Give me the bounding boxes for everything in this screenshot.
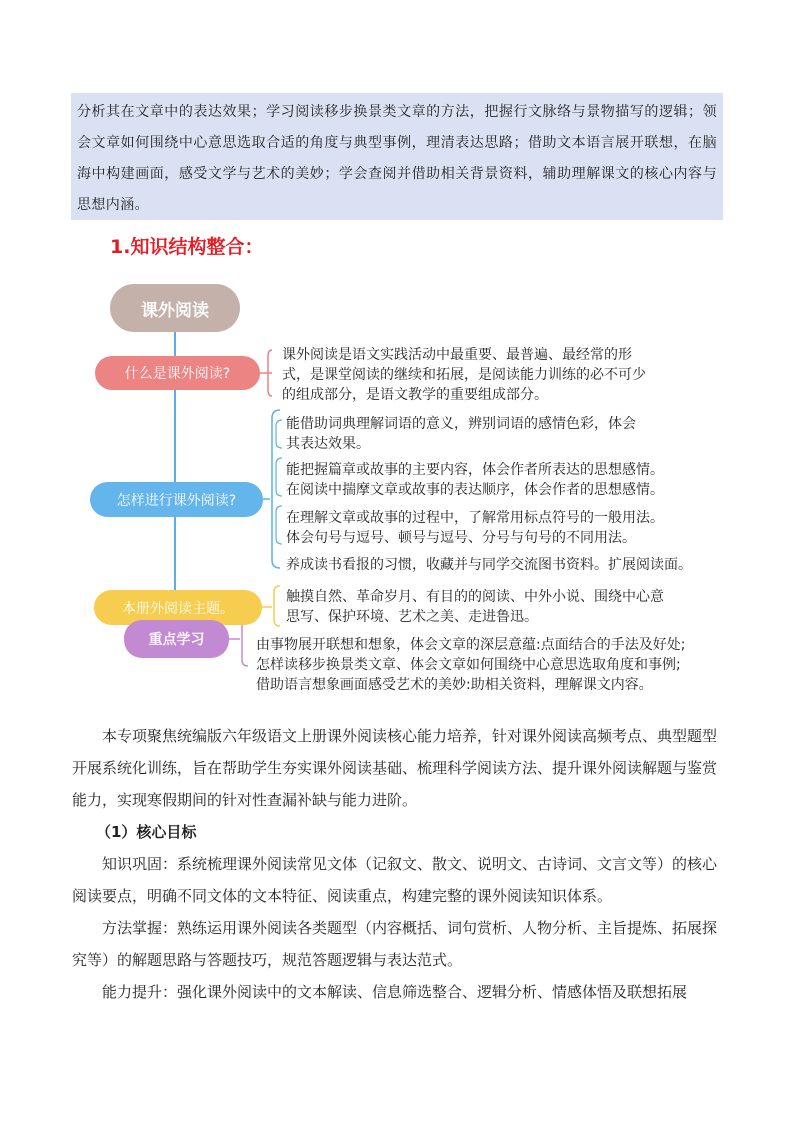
what-line-3: 的组成部分，是语文教学的重要组成部分。 (282, 387, 548, 403)
core-goal-heading: （1）核心目标 (96, 823, 197, 841)
root-node: 课外阅读 (110, 284, 240, 332)
focus-line-3: 借助语言想象画面感受艺术的美妙:助相关资料，理解课文内容。 (256, 677, 653, 693)
node-what-is-reading: 什么是课外阅读? (95, 356, 260, 390)
how-line-4: 在阅读中揣摩文章或故事的表达顺序，体会作者的思想感情。 (286, 482, 664, 498)
theme-line-2: 思写、保护环境、艺术之美、走进鲁迅。 (286, 609, 538, 625)
body-paragraph-3: 方法掌握：熟练运用课外阅读各类题型（内容概括、词句赏析、人物分析、主旨提炼、拓展探究等）的解题思路与答题技巧，规范答题逻辑与表达范式。 (72, 919, 718, 969)
how-line-3: 能把握篇章或故事的主要内容，体会作者所表达的思想感情。 (286, 462, 664, 478)
knowledge-mindmap (0, 270, 794, 700)
section-title: 1.知识结构整合： (110, 236, 264, 258)
what-line-2: 式，是课堂阅读的继续和拓展，是阅读能力训练的必不可少 (282, 367, 646, 383)
body-paragraph-2: 知识巩固：系统梳理课外阅读常见文体（记叙文、散文、说明文、古诗词、文言文等）的核心阅读要点，明确不同文体的文本特征、阅读重点，构建完整的课外阅读知识体系。 (72, 855, 718, 905)
body-paragraph-1: 本专项聚焦统编版六年级语文上册课外阅读核心能力培养，针对课外阅读高频考点、典型题型开展系统化训练，旨在帮助学生夯实课外阅读基础、梳理科学阅读方法、提升课外阅读解题与鉴赏能力，实现寒假期间的针对性查漏补缺与能力进阶。 (72, 727, 718, 809)
what-line-1: 课外阅读是语文实践活动中最重要、最普遍、最经常的形 (282, 347, 632, 363)
node-how-to-read: 怎样进行课外阅读? (90, 482, 263, 517)
body-section (72, 720, 724, 1008)
how-line-1: 能借助词典理解词语的意义，辨别词语的感情色彩，体会 (286, 416, 636, 432)
body-paragraph-4: 能力提升：强化课外阅读中的文本解读、信息筛选整合、逻辑分析、情感体悟及联想拓展 (102, 983, 688, 1001)
theme-line-1: 触摸自然、革命岁月、有目的的阅读、中外小说、围绕中心意 (286, 589, 664, 605)
intro-text: 分析其在文章中的表达效果；学习阅读移步换景类文章的方法，把握行文脉络与景物描写的逻辑；领会文章如何围绕中心意思选取合适的角度与典型事例，理清表达思路；借助文本语言展开联想，在脑海中构建画面，感受文学与艺术的美妙；学会查阅并借助相关背景资料，辅助理解课文的核心内容与思想内涵。 (77, 104, 717, 213)
intro-box (71, 93, 723, 220)
how-line-7: 养成读书看报的习惯，收藏并与同学交流图书资料。扩展阅读面。 (286, 557, 692, 573)
how-line-2: 其表达效果。 (286, 436, 370, 452)
focus-line-1: 由事物展开联想和想象，体会文章的深层意蕴:点面结合的手法及好处; (256, 637, 686, 653)
how-line-5: 在理解文章或故事的过程中，了解常用标点符号的一般用法。 (286, 510, 664, 526)
focus-line-2: 怎样读移步换景类文章、体会文章如何围绕中心意思选取角度和事例; (256, 657, 681, 673)
node-focus-study: 重点学习 (124, 620, 229, 658)
node-reading-theme: 本册外阅读主题。 (94, 590, 262, 625)
how-line-6: 体会句号与逗号、顿号与逗号、分号与句号的不同用法。 (286, 530, 636, 546)
